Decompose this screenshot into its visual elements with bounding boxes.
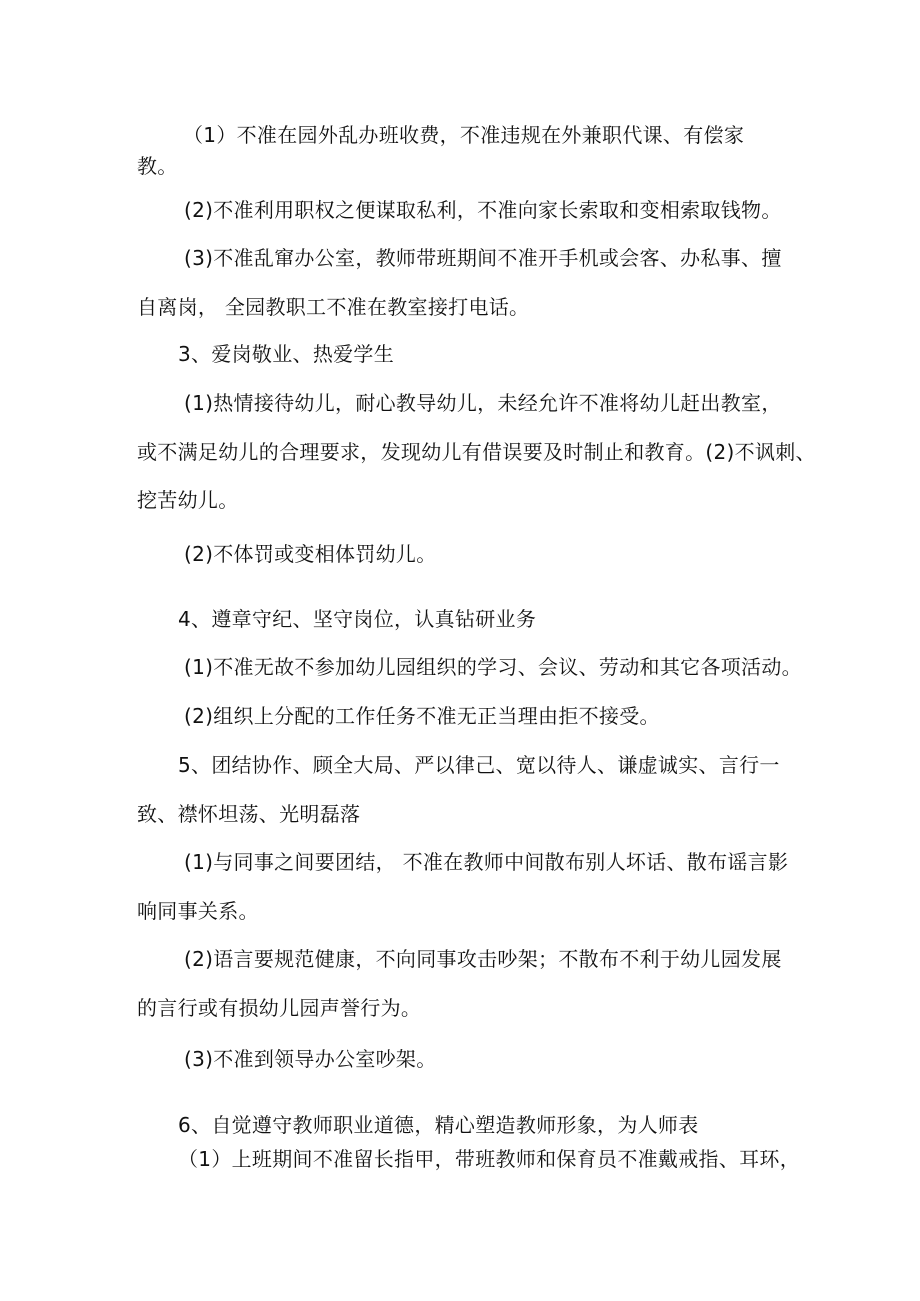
text-line: (1)与同事之间要团结， 不准在教师中间散布别人坏话、散布谣言影: [184, 850, 789, 874]
text-line: (2)不准利用职权之便谋取私利，不准向家长索取和变相索取钱物。: [184, 198, 782, 222]
text-line: 自离岗， 全园教职工不准在教室接打电话。: [137, 295, 530, 319]
text-line: 挖苦幼儿。: [137, 488, 239, 512]
section-heading: 4、遵章守纪、坚守岗位，认真钻研业务: [178, 607, 537, 631]
section-heading: 6、自觉遵守教师职业道德，精心塑造教师形象，为人师表: [178, 1113, 699, 1137]
text-line: (1)不准无故不参加幼儿园组织的学习、会议、劳动和其它各项活动。: [184, 655, 802, 679]
text-line: （1）上班期间不准留长指甲，带班教师和保育员不准戴戒指、耳环，: [178, 1147, 801, 1171]
section-heading: 3、爱岗敬业、热爱学生: [178, 342, 395, 366]
section-heading: 致、襟怀坦荡、光明磊落: [137, 802, 361, 826]
text-line: 响同事关系。: [137, 899, 259, 923]
section-heading: 5、团结协作、顾全大局、严以律己、宽以待人、谦虚诚实、言行一: [178, 753, 780, 777]
text-line: (2)语言要规范健康，不向同事攻击吵架；不散布不利于幼儿园发展: [184, 947, 782, 971]
text-line: 或不满足幼儿的合理要求，发现幼儿有借误要及时制止和教育。(2)不讽刺、: [137, 440, 816, 464]
text-line: (3)不准乱窜办公室，教师带班期间不准开手机或会客、办私事、擅: [184, 246, 782, 270]
text-line: (2)不体罚或变相体罚幼儿。: [184, 542, 437, 566]
text-line: (1)热情接待幼儿，耐心教导幼儿，未经允许不准将幼儿赶出教室，: [184, 391, 782, 415]
text-line: (3)不准到领导办公室吵架。: [184, 1047, 437, 1071]
text-line: 教。: [137, 154, 178, 178]
text-line: (2)组织上分配的工作任务不准无正当理由拒不接受。: [184, 704, 660, 728]
text-line: （1）不准在园外乱办班收费，不准违规在外兼职代课、有偿家: [183, 123, 745, 147]
text-line: 的言行或有损幼儿园声誉行为。: [137, 996, 422, 1020]
